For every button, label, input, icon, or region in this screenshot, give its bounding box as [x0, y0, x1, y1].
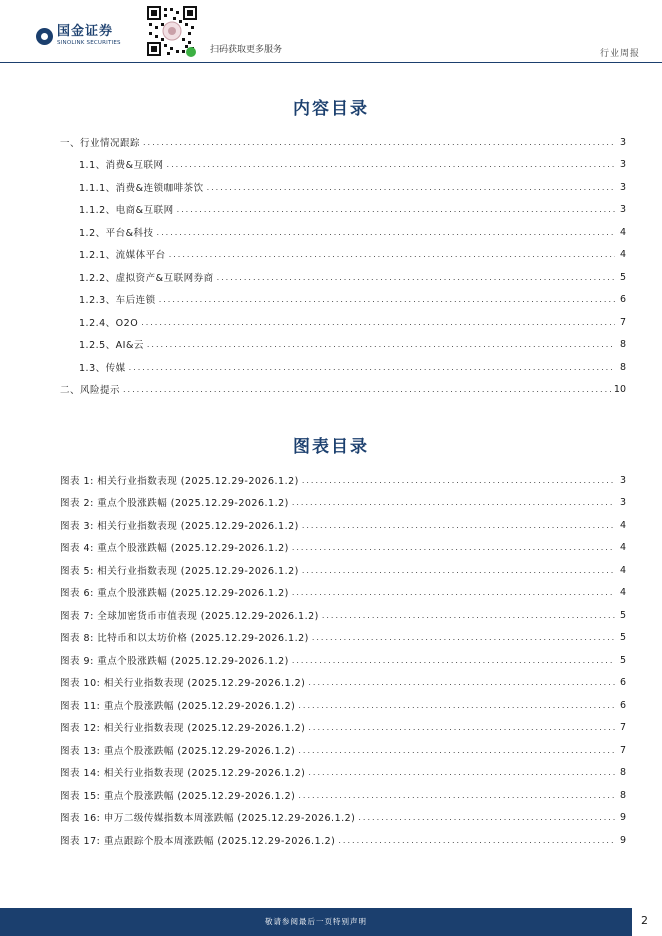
figure-entry-label: 图表 3: 相关行业指数表现 (2025.12.29-2026.1.2) — [60, 521, 299, 532]
figure-leader-dots — [358, 813, 615, 822]
figure-leader-dots — [338, 836, 615, 845]
figure-entry[interactable] — [60, 540, 626, 554]
document-type-label: 行业周报 — [599, 49, 640, 59]
toc-leader-dots — [167, 160, 615, 169]
figure-entry[interactable] — [60, 720, 626, 734]
toc-entry-label: 一、行业情况跟踪 — [60, 138, 141, 149]
figure-entry[interactable] — [60, 563, 626, 577]
figure-entry-page: 8 — [619, 789, 626, 801]
figure-leader-dots — [292, 656, 615, 665]
figure-entry-label: 图表 9: 重点个股涨跌幅 (2025.12.29-2026.1.2) — [60, 656, 289, 667]
toc-entry[interactable] — [79, 292, 626, 306]
figure-leader-dots — [292, 498, 615, 507]
toc-leader-dots — [207, 183, 615, 192]
figure-entry-page: 9 — [619, 834, 626, 846]
figure-entry-label: 图表 13: 重点个股涨跌幅 (2025.12.29-2026.1.2) — [60, 746, 296, 757]
qr-caption: 扫码获取更多服务 — [210, 45, 283, 55]
toc-entry[interactable] — [79, 270, 626, 284]
toc-leader-dots — [159, 295, 615, 304]
toc-entry-label: 1.2、平台&科技 — [79, 228, 154, 239]
figure-entry-page: 4 — [619, 541, 626, 553]
figure-entry[interactable] — [60, 765, 626, 779]
toc-entry[interactable] — [79, 225, 626, 239]
toc-entry-label: 1.2.3、车后连锁 — [79, 295, 156, 306]
toc-leader-dots — [147, 340, 615, 349]
figure-leader-dots — [322, 611, 615, 620]
toc-entry-label: 1.2.1、流媒体平台 — [79, 250, 166, 261]
figure-entry-label: 图表 4: 重点个股涨跌幅 (2025.12.29-2026.1.2) — [60, 543, 289, 554]
toc-entry[interactable] — [60, 382, 626, 396]
toc-entry-page: 3 — [619, 181, 626, 193]
figures-title: 图表目录 — [293, 437, 369, 457]
figure-leader-dots — [298, 746, 615, 755]
figure-entry[interactable] — [60, 698, 626, 712]
figure-entry-page: 6 — [619, 676, 626, 688]
toc-entry-page: 3 — [619, 203, 626, 215]
figure-entry[interactable] — [60, 675, 626, 689]
toc-entry-label: 1.2.5、AI&云 — [79, 340, 144, 351]
toc-leader-dots — [143, 138, 615, 147]
figure-entry-label: 图表 11: 重点个股涨跌幅 (2025.12.29-2026.1.2) — [60, 701, 296, 712]
figure-entry-page: 8 — [619, 766, 626, 778]
figure-leader-dots — [292, 543, 615, 552]
toc-entry-label: 二、风险提示 — [60, 385, 121, 396]
figure-entry-page: 3 — [619, 474, 626, 486]
figure-entry[interactable] — [60, 518, 626, 532]
figure-entry[interactable] — [60, 585, 626, 599]
figure-entry-page: 3 — [619, 496, 626, 508]
figure-entry-label: 图表 6: 重点个股涨跌幅 (2025.12.29-2026.1.2) — [60, 588, 289, 599]
toc-entry-label: 1.1.2、电商&互联网 — [79, 205, 174, 216]
toc-title: 内容目录 — [293, 99, 369, 119]
figure-entry-page: 4 — [619, 519, 626, 531]
page-number: 2 — [641, 914, 648, 927]
company-logo — [36, 25, 121, 47]
toc-leader-dots — [129, 363, 615, 372]
figure-entry-label: 图表 16: 申万二级传媒指数本周涨跌幅 (2025.12.29-2026.1.2) — [60, 813, 356, 824]
figure-entry-page: 4 — [619, 564, 626, 576]
toc-leader-dots — [123, 385, 611, 394]
figure-entry-page: 6 — [619, 699, 626, 711]
toc-entry-page: 7 — [619, 316, 626, 328]
figure-entry-label: 图表 12: 相关行业指数表现 (2025.12.29-2026.1.2) — [60, 723, 306, 734]
figure-entry[interactable] — [60, 495, 626, 509]
logo-english-name: SINOLINK SECURITIES — [57, 40, 121, 46]
figure-leader-dots — [302, 566, 615, 575]
logo-chinese-name: 国金证券 — [57, 24, 114, 39]
figure-entry-page: 5 — [619, 609, 626, 621]
page-footer — [0, 908, 662, 936]
toc-leader-dots — [141, 318, 615, 327]
figure-leader-dots — [298, 791, 615, 800]
toc-leader-dots — [169, 250, 615, 259]
page-header — [0, 0, 662, 64]
figure-entry-label: 图表 10: 相关行业指数表现 (2025.12.29-2026.1.2) — [60, 678, 306, 689]
toc-entry-page: 5 — [619, 271, 626, 283]
figure-leader-dots — [302, 476, 615, 485]
toc-entry-label: 1.2.4、O2O — [79, 318, 139, 329]
toc-entry-page: 4 — [619, 248, 626, 260]
toc-entry-page: 8 — [619, 338, 626, 350]
figure-entry[interactable] — [60, 608, 626, 622]
toc-entry[interactable] — [60, 135, 626, 149]
figure-entry[interactable] — [60, 810, 626, 824]
figure-entry-page: 4 — [619, 586, 626, 598]
toc-entry[interactable] — [79, 157, 626, 171]
figure-entry-page: 9 — [619, 811, 626, 823]
toc-entry-page: 6 — [619, 293, 626, 305]
figure-entry[interactable] — [60, 653, 626, 667]
figure-entry-page: 7 — [619, 721, 626, 733]
figure-leader-dots — [308, 678, 615, 687]
toc-entry-page: 3 — [619, 158, 626, 170]
toc-entry-label: 1.2.2、虚拟资产&互联网券商 — [79, 273, 214, 284]
toc-entry[interactable] — [79, 247, 626, 261]
figure-leader-dots — [308, 768, 615, 777]
toc-leader-dots — [217, 273, 615, 282]
toc-entry[interactable] — [79, 360, 626, 374]
figure-entry-label: 图表 15: 重点个股涨跌幅 (2025.12.29-2026.1.2) — [60, 791, 296, 802]
figure-entry-label: 图表 7: 全球加密货币市值表现 (2025.12.29-2026.1.2) — [60, 611, 319, 622]
figure-entry[interactable] — [60, 473, 626, 487]
figure-entry[interactable] — [60, 833, 626, 847]
toc-entry-label: 1.1、消费&互联网 — [79, 160, 164, 171]
toc-entry-page: 3 — [619, 136, 626, 148]
figure-entry-page: 7 — [619, 744, 626, 756]
figure-entry-page: 5 — [619, 631, 626, 643]
toc-leader-dots — [157, 228, 615, 237]
header-divider — [0, 62, 662, 63]
figure-entry-label: 图表 5: 相关行业指数表现 (2025.12.29-2026.1.2) — [60, 566, 299, 577]
figure-entry-label: 图表 14: 相关行业指数表现 (2025.12.29-2026.1.2) — [60, 768, 306, 779]
toc-entry-page: 10 — [613, 383, 626, 395]
qr-code-icon — [146, 5, 198, 57]
figure-leader-dots — [302, 521, 615, 530]
figure-entry[interactable] — [60, 788, 626, 802]
figure-entry-label: 图表 1: 相关行业指数表现 (2025.12.29-2026.1.2) — [60, 476, 299, 487]
toc-entry-label: 1.3、传媒 — [79, 363, 126, 374]
toc-entry[interactable] — [79, 315, 626, 329]
toc-entry-label: 1.1.1、消费&连锁咖啡茶饮 — [79, 183, 204, 194]
figure-leader-dots — [298, 701, 615, 710]
toc-entry[interactable] — [79, 337, 626, 351]
figure-entry-label: 图表 17: 重点跟踪个股本周涨跌幅 (2025.12.29-2026.1.2) — [60, 836, 336, 847]
figure-entry-label: 图表 8: 比特币和以太坊价格 (2025.12.29-2026.1.2) — [60, 633, 309, 644]
figure-entry[interactable] — [60, 743, 626, 757]
toc-entry-page: 8 — [619, 361, 626, 373]
figure-leader-dots — [308, 723, 615, 732]
figure-leader-dots — [312, 633, 615, 642]
figure-entry-page: 5 — [619, 654, 626, 666]
toc-entry[interactable] — [79, 180, 626, 194]
toc-entry-page: 4 — [619, 226, 626, 238]
footer-disclaimer: 敬请参阅最后一页特别声明 — [265, 917, 367, 926]
toc-entry[interactable] — [79, 202, 626, 216]
figure-entry[interactable] — [60, 630, 626, 644]
logo-mark-icon — [36, 28, 53, 45]
figure-entry-label: 图表 2: 重点个股涨跌幅 (2025.12.29-2026.1.2) — [60, 498, 289, 509]
figure-leader-dots — [292, 588, 615, 597]
toc-leader-dots — [177, 205, 615, 214]
